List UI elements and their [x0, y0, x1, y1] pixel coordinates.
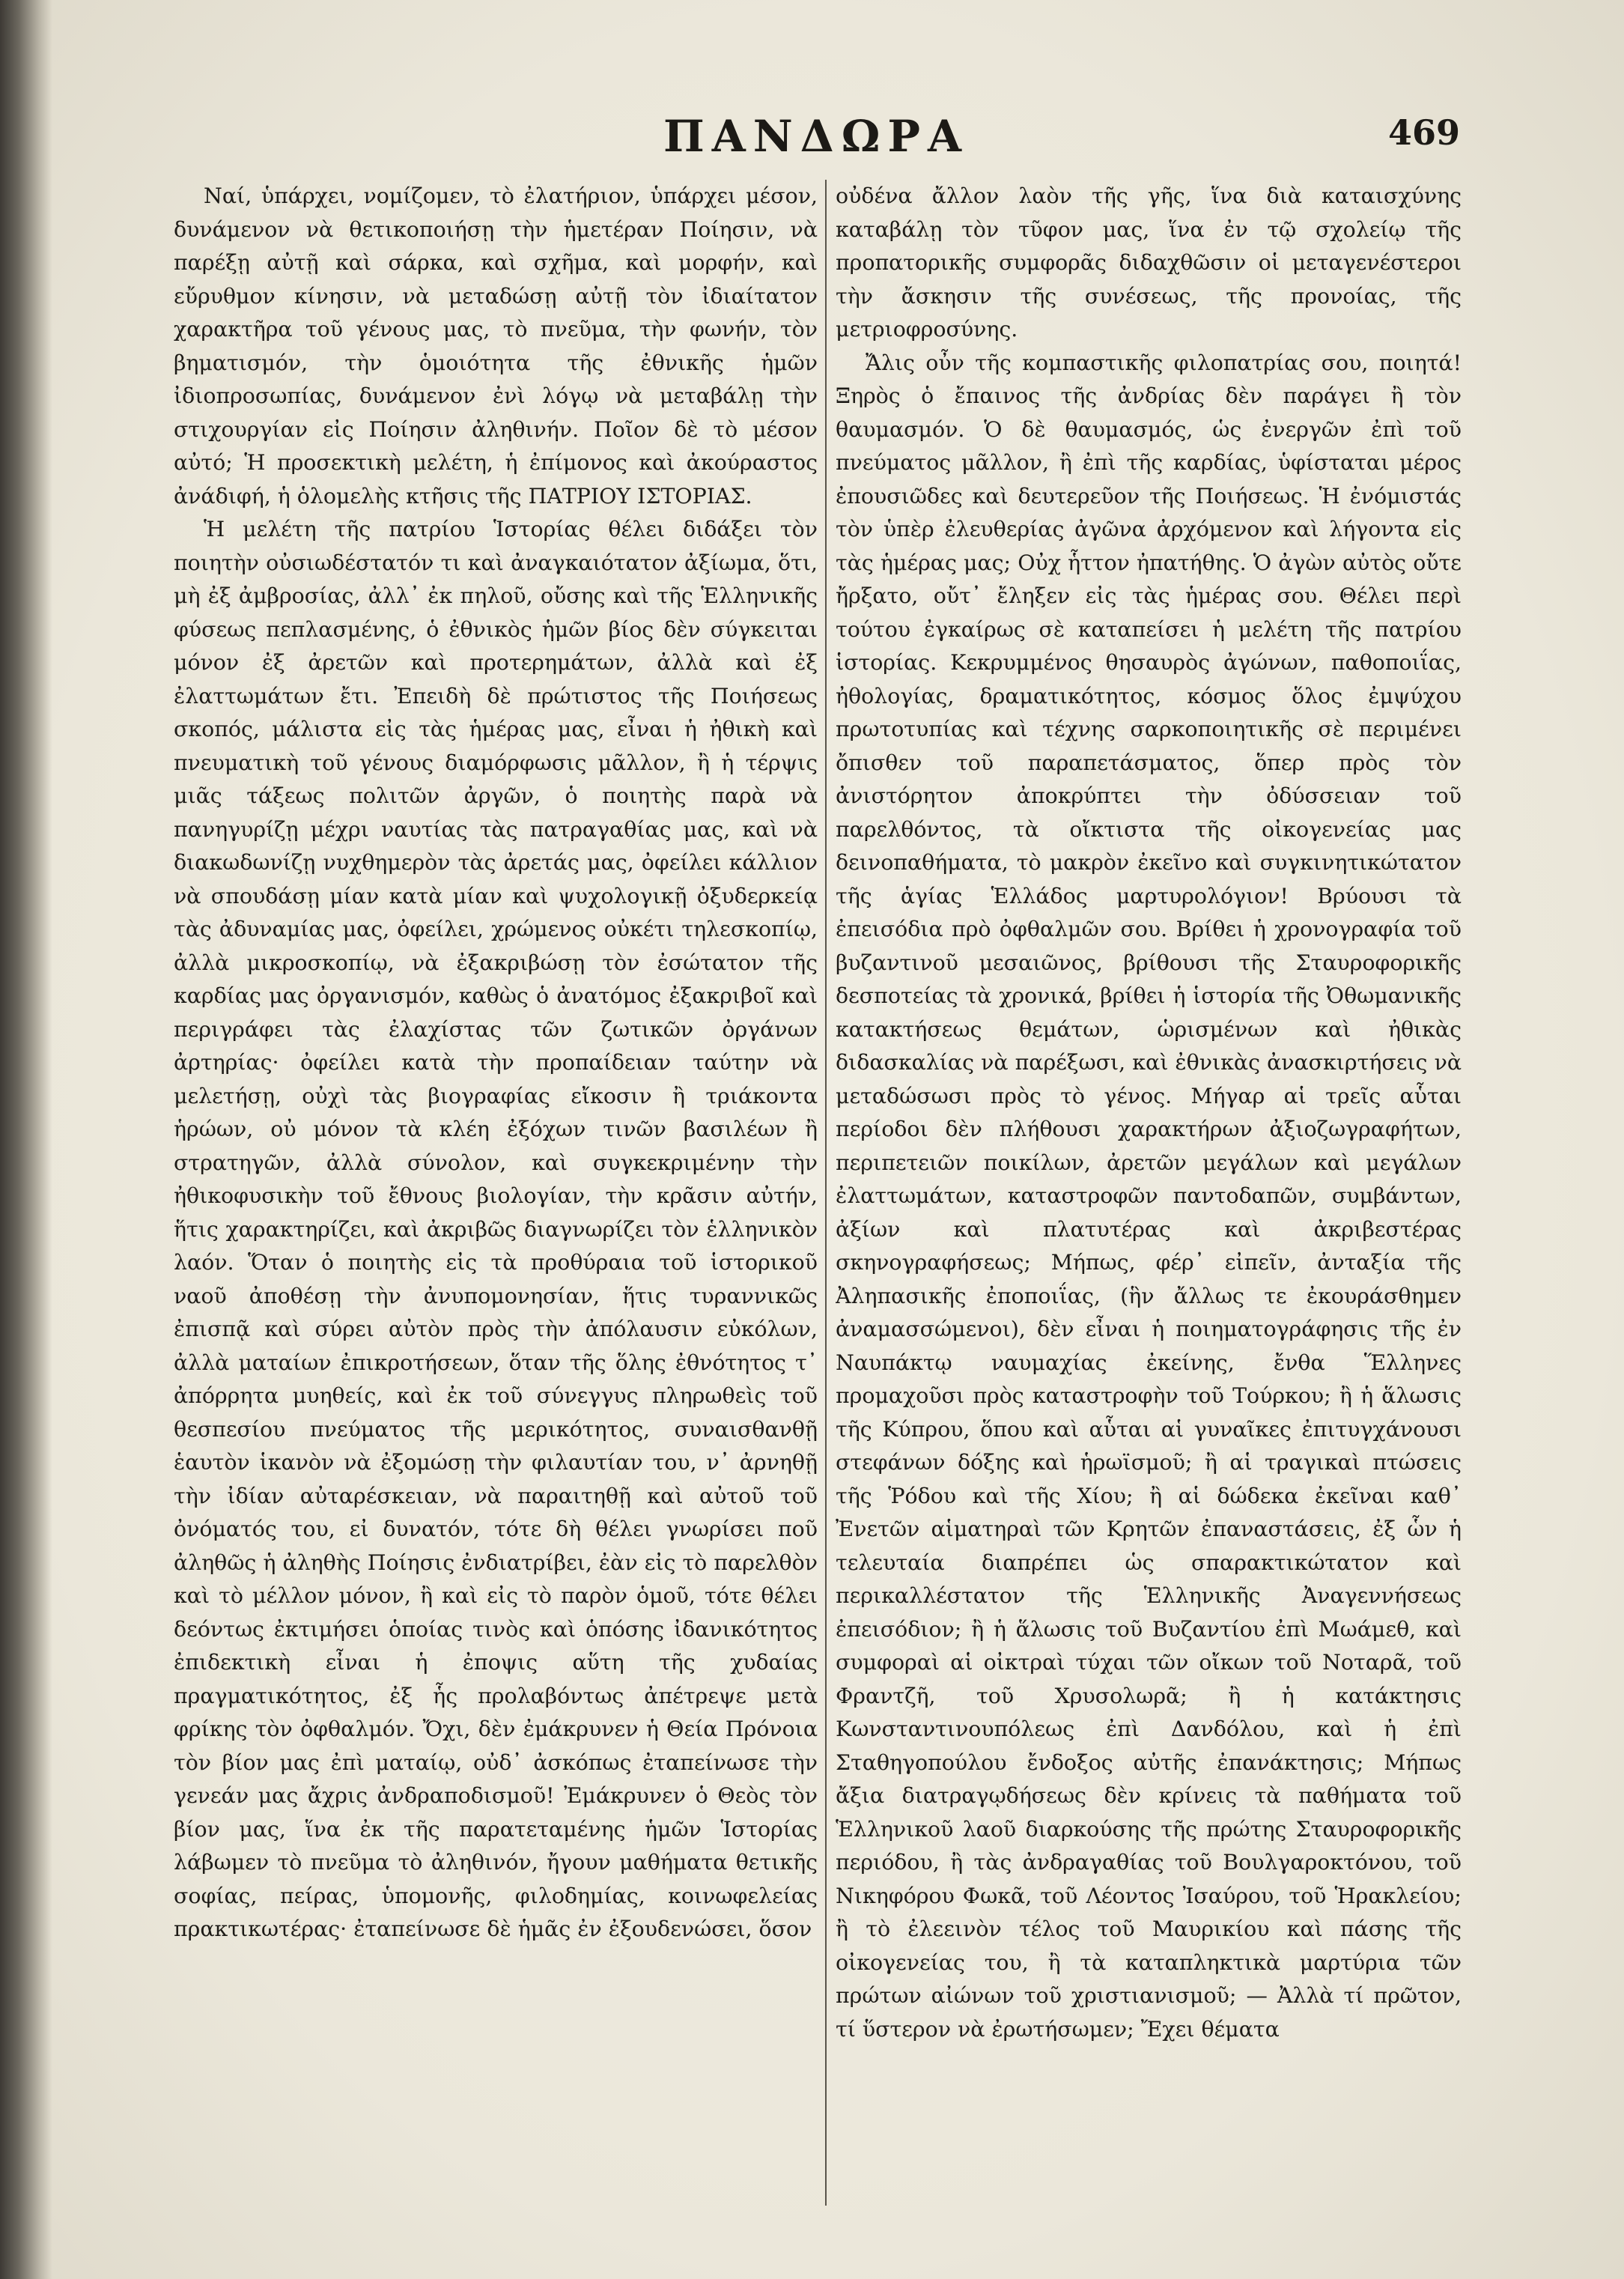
page-number: 469 [1387, 112, 1460, 153]
paragraph: Ἄλις οὖν τῆς κομπαστικῆς φιλοπατρίας σου, ποιητά! Ξηρὸς ὁ ἔπαινος τῆς ἀνδρίας δὲν παράγει ἢ τὸν θαυμασμόν. Ὁ δὲ θαυμασμός, ὡς ἐνεργῶν ἐπὶ τοῦ πνεύματος μᾶλλον, ἢ ἐπὶ τῆς καρδίας, ὑφίσταται μέρος ἐπουσιῶδες καὶ δευτερεῦον τῆς Ποιήσεως. Ἡ ἐνόμιστάς τὸν ὑπὲρ ἐλευθερίας ἀγῶνα ἀρχόμενον καὶ λήγοντα εἰς τὰς ἡμέρας μας; Οὐχ ἧττον ἠπατήθης. Ὁ ἀγὼν αὐτὸς οὔτε ἤρξατο, οὔτ᾽ ἔληξεν εἰς τὰς ἡμέρας σου. Θέλει περὶ τούτου ἐγκαίρως σὲ καταπείσει ἡ μελέτη τῆς πατρίου ἱστορίας. Κεκρυμμένος θησαυρὸς ἀγώνων, παθοποιΐας, ἠθολογίας, δραματικότητος, κόσμος ὅλος ἐμψύχου πρωτοτυπίας καὶ τέχνης σαρκοποιητικῆς σὲ περιμένει ὄπισθεν τοῦ παραπετάσματος, ὅπερ πρὸς τὸν ἀνιστόρητον ἀποκρύπτει τὴν ὀδύσσειαν τοῦ παρελθόντος, τὰ οἴκτιστα τῆς οἰκογενείας μας δεινοπαθήματα, τὸ μακρὸν ἐκεῖνο καὶ συγκινητικώτατον τῆς ἁγίας Ἑλλάδος μαρτυρολόγιον! Βρύουσι τὰ ἐπεισόδια πρὸ ὀφθαλμῶν σου. Βρίθει ἡ χρονογραφία τοῦ βυζαντινοῦ μεσαιῶνος, βρίθουσι τῆς Σταυροφορικῆς δεσποτείας τὰ χρονικά, βρίθει ἡ ἱστορία τῆς Ὀθωμανικῆς κατακτήσεως θεμάτων, ὡρισμένων καὶ ἠθικὰς διδασκαλίας νὰ παρέξωσι, καὶ ἐθνικὰς ἀνασκιρτήσεις νὰ μεταδώσωσι πρὸς τὸ γένος. Μήγαρ αἱ τρεῖς αὗται περίοδοι δὲν πλήθουσι χαρακτήρων ἀξιοζωγραφήτων, περιπετειῶν ποικίλων, ἀρετῶν μεγάλων καὶ μεγάλων ἐλαττωμάτων, καταστροφῶν παντοδαπῶν, συμβάντων, ἀξίων καὶ πλατυτέρας καὶ ἀκριβεστέρας σκηνογραφήσεως; Μήπως, φέρ᾽ εἰπεῖν, ἀνταξία τῆς Ἀληπασικῆς ἐποποιΐας, (ἣν ἄλλως τε ἐκουράσθημεν ἀναμασσώμενοι), δὲν εἶναι ἡ ποιηματογράφησις τῆς ἐν Ναυπάκτῳ ναυμαχίας ἐκείνης, ἔνθα Ἕλληνες προμαχοῦσι πρὸς καταστροφὴν τοῦ Τούρκου; ἢ ἡ ἅλωσις τῆς Κύπρου, ὅπου καὶ αὗται αἱ γυναῖκες ἐπιτυγχάνουσι στεφάνων δόξης καὶ ἡρωϊσμοῦ; ἢ αἱ τραγικαὶ πτώσεις τῆς Ῥόδου καὶ τῆς Χίου; ἢ αἱ δώδεκα ἐκεῖναι καθ᾽ Ἐνετῶν αἱματηραὶ τῶν Κρητῶν ἐπαναστάσεις, ἐξ ὧν ἡ τελευταία διαπρέπει ὡς σπαρακτικώτατον καὶ περικαλλέστατον τῆς Ἑλληνικῆς Ἀναγεννήσεως ἐπεισόδιον; ἢ ἡ ἅλωσις τοῦ Βυζαντίου ἐπὶ Μωάμεθ, καὶ συμφοραὶ αἱ οἰκτραὶ τύχαι τῶν οἴκων τοῦ Νοταρᾶ, τοῦ Φραντζῆ, τοῦ Χρυσολωρᾶ; ἢ ἡ κατάκτησις Κωνσταντινουπόλεως ἐπὶ Δανδόλου, καὶ ἡ ἐπὶ Σταθηγοπούλου ἔνδοξος αὐτῆς ἐπανάκτησις; Μήπως ἄξια διατραγῳδήσεως δὲν κρίνεις τὰ παθήματα τοῦ Ἑλληνικοῦ λαοῦ διαρκούσης τῆς πρώτης Σταυροφορικῆς περιόδου, ἢ τὰς ἀνδραγαθίας τοῦ Βουλγαροκτόνου, τοῦ Νικηφόρου Φωκᾶ, τοῦ Λέοντος Ἰσαύρου, τοῦ Ἡρακλείου; ἢ τὸ ἐλεεινὸν τέλος τοῦ Μαυρικίου καὶ πάσης τῆς οἰκογενείας του, ἢ τὰ καταπληκτικὰ μαρτύρια τῶν πρώτων αἰώνων τοῦ χριστιανισμοῦ; — Ἀλλὰ τί πρῶτον, τί ὕστερον νὰ ἐρωτήσωμεν; Ἔχει θέματα [836, 350, 1462, 2042]
right-text-column [836, 180, 1462, 2202]
column-divider [825, 180, 827, 2206]
paragraph: Ἡ μελέτη τῆς πατρίου Ἱστορίας θέλει διδάξει τὸν ποιητὴν οὐσιωδέστατόν τι καὶ ἀναγκαιότατον ἀξίωμα, ὅτι, μὴ ἐξ ἀμβροσίας, ἀλλ᾽ ἐκ πηλοῦ, οὔσης καὶ τῆς Ἑλληνικῆς φύσεως πεπλασμένης, ὁ ἐθνικὸς ἡμῶν βίος δὲν σύγκειται μόνον ἐξ ἀρετῶν καὶ προτερημάτων, ἀλλὰ καὶ ἐξ ἐλαττωμάτων ἔτι. Ἐπειδὴ δὲ πρώτιστος τῆς Ποιήσεως σκοπός, μάλιστα εἰς τὰς ἡμέρας μας, εἶναι ἡ ἠθικὴ καὶ πνευματικὴ τοῦ γένους διαμόρφωσις μᾶλλον, ἢ ἡ τέρψις μιᾶς τάξεως πολιτῶν ἀργῶν, ὁ ποιητὴς παρὰ νὰ πανηγυρίζῃ μέχρι ναυτίας τὰς πατραγαθίας μας, καὶ νὰ διακωδωνίζῃ νυχθημερὸν τὰς ἀρετάς μας, ὀφείλει κάλλιον νὰ σπουδάσῃ μίαν κατὰ μίαν καὶ ψυχολογικῇ ὀξυδερκείᾳ τὰς ἀδυναμίας μας, ὀφείλει, χρώμενος οὐκέτι τηλεσκοπίῳ, ἀλλὰ μικροσκοπίῳ, νὰ ἐξακριβώσῃ τὸν ἐσώτατον τῆς καρδίας μας ὀργανισμόν, καθὼς ὁ ἀνατόμος ἐξακριβοῖ καὶ περιγράφει τὰς ἐλαχίστας τῶν ζωτικῶν ὀργάνων ἀρτηρίας· ὀφείλει κατὰ τὴν προπαίδειαν ταύτην νὰ μελετήσῃ, οὐχὶ τὰς βιογραφίας εἴκοσιν ἢ τριάκοντα ἡρώων, οὐ μόνον τὰ κλέη ἐξόχων τινῶν βασιλέων ἢ στρατηγῶν, ἀλλὰ σύνολον, καὶ συγκεκριμένην τὴν ἠθικοφυσικὴν τοῦ ἔθνους βιολογίαν, τὴν κρᾶσιν αὐτήν, ἥτις χαρακτηρίζει, καὶ ἀκριβῶς διαγνωρίζει τὸν ἑλληνικὸν λαόν. Ὅταν ὁ ποιητὴς εἰς τὰ προθύραια τοῦ ἱστορικοῦ ναοῦ ἀποθέσῃ τὴν ἀνυπομονησίαν, ἥτις τυραννικῶς ἐπισπᾷ καὶ σύρει αὐτὸν πρὸς τὴν ἀπόλαυσιν εὐκόλων, ἀλλὰ ματαίων ἐπικροτήσεων, ὅταν τῆς ὅλης ἐθνότητος τ᾽ ἀπόρρητα μυηθείς, καὶ ἐκ τοῦ σύνεγγυς πληρωθεὶς τοῦ θεσπεσίου πνεύματος τῆς μερικότητος, συναισθανθῇ ἑαυτὸν ἱκανὸν νὰ ἐξομώσῃ τὴν φιλαυτίαν του, ν᾽ ἀρνηθῇ τὴν ἰδίαν αὐταρέσκειαν, νὰ παραιτηθῇ καὶ αὐτοῦ τοῦ ὀνόματός του, εἰ δυνατόν, τότε δὴ θέλει γνωρίσει ποῦ ἀληθῶς ἡ ἀληθὴς Ποίησις ἐνδιατρίβει, ἐὰν εἰς τὸ παρελθὸν καὶ τὸ μέλλον μόνον, ἢ καὶ εἰς τὸ παρὸν ὁμοῦ, τότε θέλει δεόντως ἐκτιμήσει ὁποίας τινὸς καὶ ὁπόσης ἰδανικότητος ἐπιδεκτικὴ εἶναι ἡ ἐποψις αὕτη τῆς χυδαίας πραγματικότητος, ἐξ ἧς προλαβόντως ἀπέτρεψε μετὰ φρίκης τὸν ὀφθαλμόν. Ὄχι, δὲν ἐμάκρυνεν ἡ Θεία Πρόνοια τὸν βίον μας ἐπὶ ματαίῳ, οὐδ᾽ ἀσκόπως ἐταπείνωσε τὴν γενεάν μας ἄχρις ἀνδραποδισμοῦ! Ἐμάκρυνεν ὁ Θεὸς τὸν βίον μας, ἵνα ἐκ τῆς παρατεταμένης ἡμῶν Ἱστορίας λάβωμεν τὸ πνεῦμα τὸ ἀληθινόν, ἤγουν μαθήματα θετικῆς σοφίας, πείρας, ὑπομονῆς, φιλοδημίας, κοινωφελείας πρακτικωτέρας· ἐταπείνωσε δὲ ἡμᾶς ἐν ἐξουδενώσει, ὅσον [174, 517, 818, 1941]
running-title: ΠΑΝΔΩΡΑ [663, 111, 970, 162]
book-spine-shadow [0, 0, 52, 2279]
page-header [172, 97, 1460, 165]
left-text-column [174, 180, 818, 2202]
paragraph: οὐδένα ἄλλον λαὸν τῆς γῆς, ἵνα διὰ καταισχύνης καταβάλῃ τὸν τῦφον μας, ἵνα ἐν τῷ σχολείῳ τῆς προπατορικῆς συμφορᾶς διδαχθῶσιν οἱ μεταγενέστεροι τὴν ἄσκησιν τῆς συνέσεως, τῆς προνοίας, τῆς μετριοφροσύνης. [836, 183, 1462, 342]
paragraph: Ναί, ὑπάρχει, νομίζομεν, τὸ ἐλατήριον, ὑπάρχει μέσον, δυνάμενον νὰ θετικοποιήσῃ τὴν ἡμετέραν Ποίησιν, νὰ παρέξῃ αὐτῇ καὶ σάρκα, καὶ σχῆμα, καὶ μορφήν, καὶ εὔρυθμον κίνησιν, νὰ μεταδώσῃ αὐτῇ τὸν ἰδιαίτατον χαρακτῆρα τοῦ γένους μας, τὸ πνεῦμα, τὴν φωνήν, τὸν βηματισμόν, τὴν ὁμοιότητα τῆς ἐθνικῆς ἡμῶν ἰδιοπροσωπίας, δυνάμενον ἐνὶ λόγῳ νὰ μεταβάλῃ τὴν στιχουργίαν εἰς Ποίησιν ἀληθινήν. Ποῖον δὲ τὸ μέσον αὐτό; Ἡ προσεκτικὴ μελέτη, ἡ ἐπίμονος καὶ ἀκούραστος ἀνάδιφή, ἡ ὁλομελὴς κτῆσις τῆς ΠΑΤΡΙΟΥ ΙΣΤΟΡΙΑΣ. [174, 183, 818, 509]
